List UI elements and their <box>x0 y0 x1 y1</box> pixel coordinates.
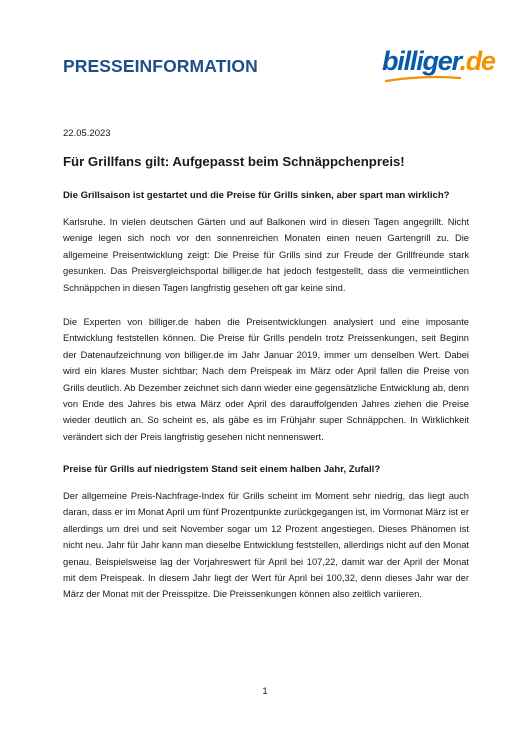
release-date: 22.05.2023 <box>63 128 111 139</box>
paragraph-1: Karlsruhe. In vielen deutschen Gärten und auf Balkonen wird in diesen Tagen angegrillt. Nicht wenige legen sich noch vor den sonnenreichen Monaten einen neuen Gartengrill zu. Die allgemeine Preisentwicklung zeigt: Die Preise für Grills sind zur Freude der Grillfreunde stark gesunken. Das Preisvergleichsportal billiger.de hat jedoch festgestellt, dass die vermeintlichen Schnäppchen in diesen Tagen langfristig gesehen oft gar keine sind. <box>63 217 469 293</box>
page-number: 1 <box>262 686 268 697</box>
paragraph-2: Die Experten von billiger.de haben die Preisentwicklungen analysiert und eine imposante Entwicklung feststellen können. Die Preise für Grills pendeln trotz Preissenkungen, seit Beginn der Datenaufzeichnung von billiger.de im Jahr Januar 2019, immer um denselben Wert. Dabei wird ein klares Muster sichtbar; Nach dem Preispeak im März oder April fallen die Preise von Grills deutlich. Ab Dezember zeichnet sich dann wieder eine gegensätzliche Entwicklung ab, denn von Ende des Jahres bis etwa März oder April des darauffolgenden Jahres ziehen die Preise wieder deutlich an. So scheint es, als gäbe es im Frühjahr super Schnäppchen. In Wirklichkeit verändert sich der Preis langfristig gesehen nicht nennenswert. <box>63 317 469 442</box>
logo-wordmark: billiger.de <box>382 46 495 76</box>
subheading-1: Die Grillsaison ist gestartet und die Preise für Grills sinken, aber spart man wirklich? <box>63 190 450 201</box>
billiger-de-logo <box>382 46 495 86</box>
logo-swoosh-icon <box>384 74 462 84</box>
press-information-heading: PRESSEINFORMATION <box>63 56 258 76</box>
subheading-2: Preise für Grills auf niedrigstem Stand seit einem halben Jahr, Zufall? <box>63 464 381 475</box>
page-title: Für Grillfans gilt: Aufgepasst beim Schnäppchenpreis! <box>63 154 405 169</box>
paragraph-3: Der allgemeine Preis-Nachfrage-Index für Grills scheint im Moment sehr niedrig, das liegt auch daran, dass er im Monat April um fünf Prozentpunkte zurückgegangen ist, im Vormonat März ist er allerdings um drei und seit November sogar um 12 Prozent angestiegen. Dieses Phänomen ist nicht neu. Jahr für Jahr kann man dieselbe Entwicklung feststellen, allerdings nicht auf den Monat genau. Beispielsweise lag der Vorjahreswert für April bei 107,22, damit war der April der Monat mit dem Preispeak. In diesem Jahr liegt der Wert für April bei 100,32, denn dieses Jahr war der März der Monat mit der Preisspitze. Die Preissenkungen können also zeitlich variieren. <box>63 491 469 600</box>
